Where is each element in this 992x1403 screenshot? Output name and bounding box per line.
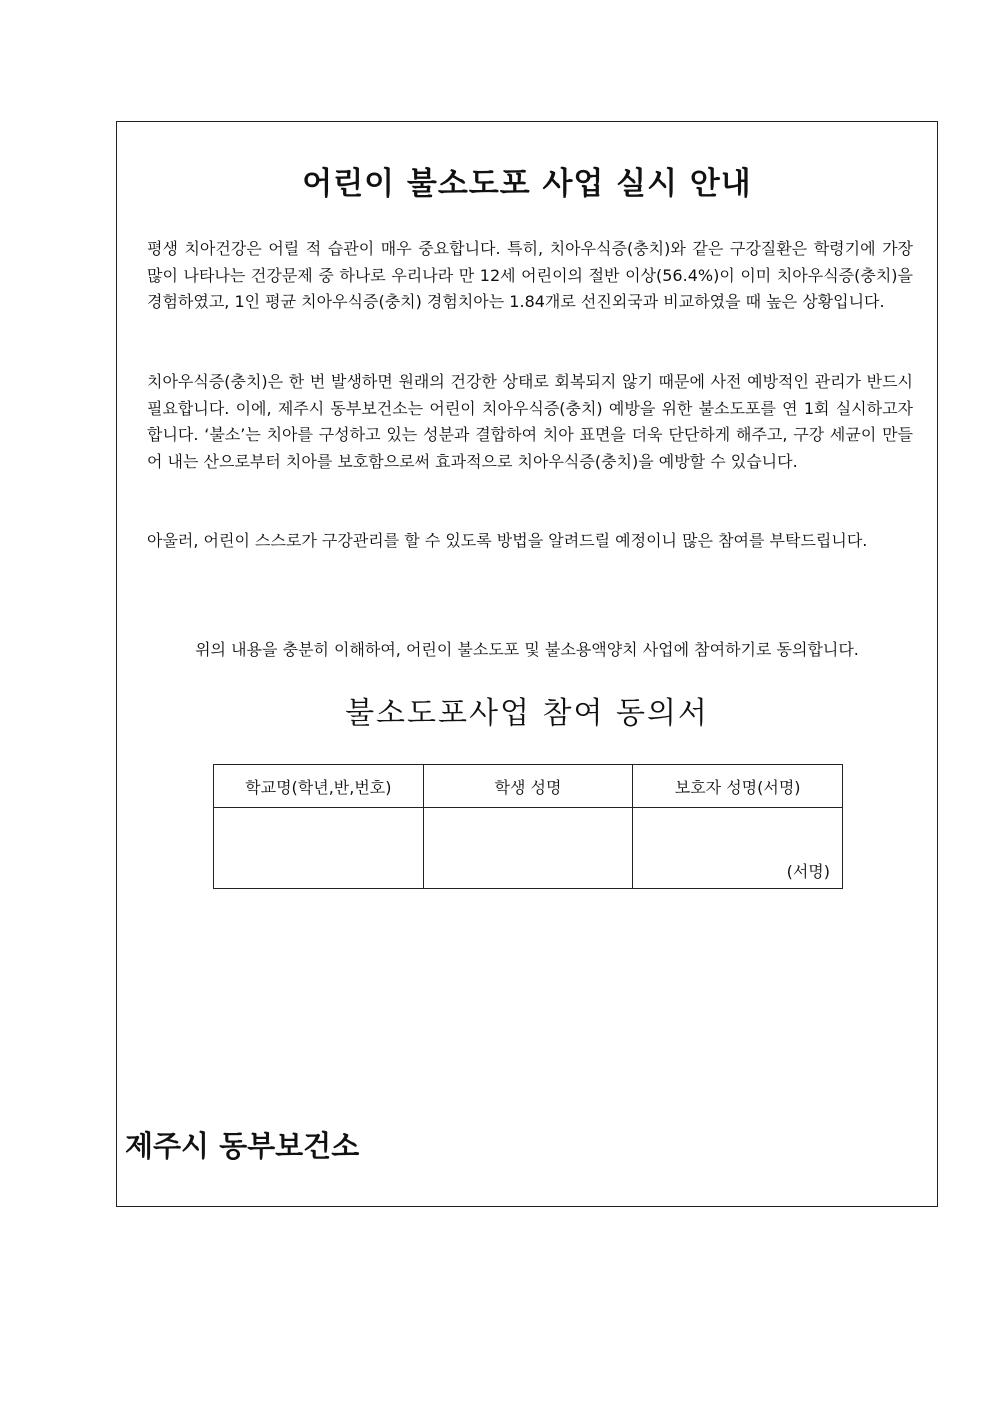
header-school-info: 학교명(학년,반,번호) [214,765,424,808]
prevention-paragraph: 치아우식증(충치)은 한 번 발생하면 원래의 건강한 상태로 회복되지 않기 때문에 사전 예방적인 관리가 반드시 필요합니다. 이에, 제주시 동부보건소는 어린이 치아우식증(충치) 예방을 위한 불소도포를 연 1회 실시하고자 합니다. ‘불소’는 치아를 구성하고 있는 성분과 결합하여 치아 표면을 더욱 단단하게 해주고, 구강 세균이 만들어 내는 산으로부터 치아를 보호함으로써 효과적으로 치아우식증(충치)을 예방할 수 있습니다. [147,372,913,471]
participation-paragraph: 아울러, 어린이 스스로가 구강관리를 할 수 있도록 방법을 알려드릴 예정이니 많은 참여를 부탁드립니다. [147,531,868,550]
student-name-cell[interactable] [423,808,633,889]
table-row [214,808,843,889]
signature-mark: (서명) [786,862,830,881]
guardian-signature-cell[interactable] [633,808,843,889]
header-guardian-name: 보호자 성명(서명) [633,765,843,808]
school-info-cell[interactable] [214,808,424,889]
organization-name: 제주시 동부보건소 [125,1129,360,1163]
consent-statement: 위의 내용을 충분히 이해하여, 어린이 불소도포 및 불소용액양치 사업에 참여하기로 동의합니다. [195,640,859,659]
intro-paragraph: 평생 치아건강은 어릴 적 습관이 매우 중요합니다. 특히, 치아우식증(충치)와 같은 구강질환은 학령기에 가장 많이 나타나는 건강문제 중 하나로 우리나라 만 12세 어린이의 절반 이상(56.4%)이 이미 치아우식증(충치)을 경험하였고, 1인 평균 치아우식증(충치) 경험치아는 1.84개로 선진외국과 비교하였을 때 높은 상황입니다. [147,239,913,311]
document-frame [116,121,938,1207]
header-student-name: 학생 성명 [423,765,633,808]
document-title: 어린이 불소도포 사업 실시 안내 [302,166,752,202]
table-header-row [214,765,843,808]
signature-table [213,764,843,889]
form-title: 불소도포사업 참여 동의서 [345,696,709,731]
